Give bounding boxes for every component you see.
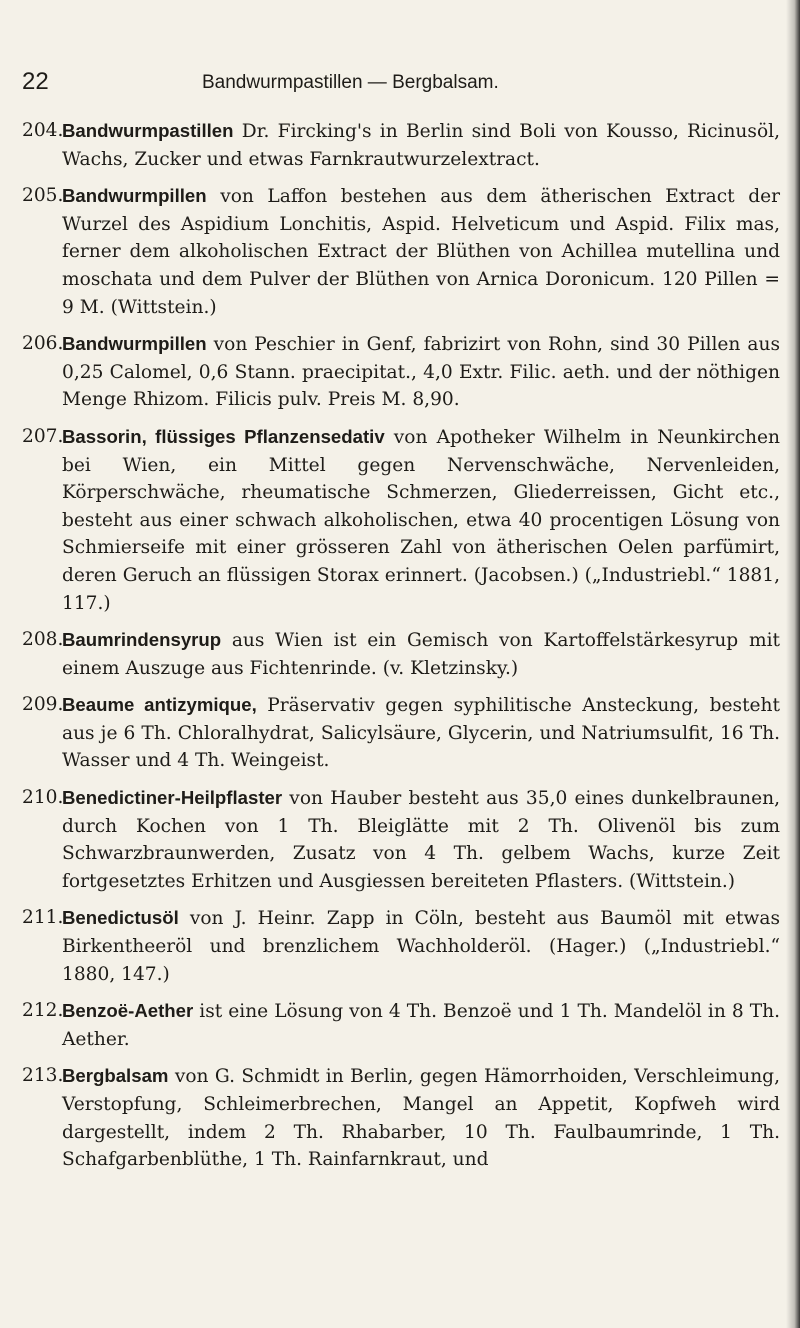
- entry-204: [22, 117, 780, 173]
- entry-headword: Beaume antizymique,: [62, 694, 257, 716]
- entry-number: 208.: [22, 629, 64, 651]
- entry-headword: Bandwurmpastillen: [62, 120, 234, 141]
- entry-text: von Apotheker Wilhelm in Neunkirchen bei Wien, ein Mittel gegen Nervenschwäche, Nervenleiden, Körperschwäche, rheumatische Schmerzen, Gliederreissen, Gicht etc., besteht aus einer schwach alkoholischen, etwa 40 procentigen Lösung von Schmierseife mit einer grösseren Zahl von ätherischen Oelen parfümirt, deren Geruch an flüssigen Storax erinnert. (Jacobsen.) („Industriebl.“ 1881, 117.): [62, 426, 780, 614]
- entry-number: 210.: [22, 787, 64, 809]
- entry-209: [22, 691, 780, 775]
- entry-208: [22, 626, 780, 682]
- entry-number: 212.: [22, 1000, 64, 1022]
- entry-205: [22, 182, 780, 321]
- running-head: Bandwurmpastillen — Bergbalsam.: [202, 72, 499, 93]
- entry-206: [22, 330, 780, 414]
- entry-headword: Bergbalsam: [62, 1065, 169, 1087]
- entry-text: von G. Schmidt in Berlin, gegen Hämorrhoiden, Verschleimung, Verstopfung, Schleimerbrechen, Mangel an Appetit, Kopfweh wird dargestellt, indem 2 Th. Rhabarber, 10 Th. Faulbaumrinde, 1 Th. Schafgarbenblüthe, 1 Th. Rainfarnkraut, und: [62, 1066, 780, 1171]
- entry-211: [22, 904, 780, 988]
- entry-headword: Bassorin, flüssiges Pflanzensedativ: [62, 425, 385, 447]
- entry-number: 211.: [22, 907, 64, 929]
- entry-number: 206.: [22, 333, 64, 355]
- entry-207: [22, 423, 780, 617]
- entry-text: von Hauber besteht aus 35,0 eines dunkelbraunen, durch Kochen von 1 Th. Bleiglätte mit 2 Th. Olivenöl bis zum Schwarzbraunwerden, Zusatz von 4 Th. gelbem Wachs, kurze Zeit fortgesetztes Erhitzen und Ausgiessen bereiteten Pflasters. (Wittstein.): [62, 788, 780, 892]
- entry-number: 205.: [22, 185, 64, 207]
- entry-list: [22, 117, 780, 1183]
- entry-text: von J. Heinr. Zapp in Cöln, besteht aus Baumöl mit etwas Birkentheeröl und brenzlichem Wachholderöl. (Hager.) („Industriebl.“ 1880, 147.): [62, 908, 780, 985]
- entry-213: [22, 1062, 780, 1173]
- entry-headword: Bandwurmpillen: [62, 185, 207, 207]
- entry-headword: Bandwurmpillen: [62, 333, 207, 355]
- entry-headword: Baumrindensyrup: [62, 629, 222, 651]
- entry-headword: Benedictiner-Heilpflaster: [62, 787, 283, 809]
- entry-number: 213.: [22, 1065, 64, 1087]
- entry-text: ist eine Lösung von 4 Th. Benzoë und 1 Th. Mandelöl in 8 Th. Aether.: [62, 1001, 780, 1050]
- page-number: 22: [22, 68, 49, 95]
- page-header: [22, 68, 782, 96]
- entry-number: 204.: [22, 120, 64, 141]
- entry-text: Präservativ gegen syphilitische Ansteckung, besteht aus je 6 Th. Chloralhydrat, Salicylsäure, Glycerin, und Natriumsulfit, 16 Th. Wasser und 4 Th. Weingeist.: [62, 695, 780, 772]
- entry-number: 207.: [22, 425, 64, 447]
- entry-text: aus Wien ist ein Gemisch von Kartoffelstärkesyrup mit einem Auszuge aus Fichtenrinde. (v. Kletzinsky.): [62, 630, 780, 679]
- entry-number: 209.: [22, 694, 64, 716]
- entry-headword: Benzoë-Aether: [62, 1000, 194, 1022]
- entry-text: von Peschier in Genf, fabrizirt von Rohn, sind 30 Pillen aus 0,25 Calomel, 0,6 Stann. praecipitat., 4,0 Extr. Filic. aeth. und der nöthigen Menge Rhizom. Filicis pulv. Preis M. 8,90.: [62, 334, 780, 411]
- entry-212: [22, 997, 780, 1053]
- entry-headword: Benedictusöl: [62, 907, 179, 929]
- entry-210: [22, 784, 780, 895]
- entry-text: Dr. Fircking's in Berlin sind Boli von Kousso, Ricinusöl, Wachs, Zucker und etwas Farnkrautwurzelextract.: [62, 121, 780, 170]
- page-edge-shadow: [786, 0, 800, 1328]
- entry-text: von Laffon bestehen aus dem ätherischen Extract der Wurzel des Aspidium Lonchitis, Aspid. Helveticum und Aspid. Filix mas, ferner dem alkoholischen Extract der Blüthen von Achillea mutellina und moschata und dem Pulver der Blüthen von Arnica Doronicum. 120 Pillen = 9 M. (Wittstein.): [62, 186, 780, 318]
